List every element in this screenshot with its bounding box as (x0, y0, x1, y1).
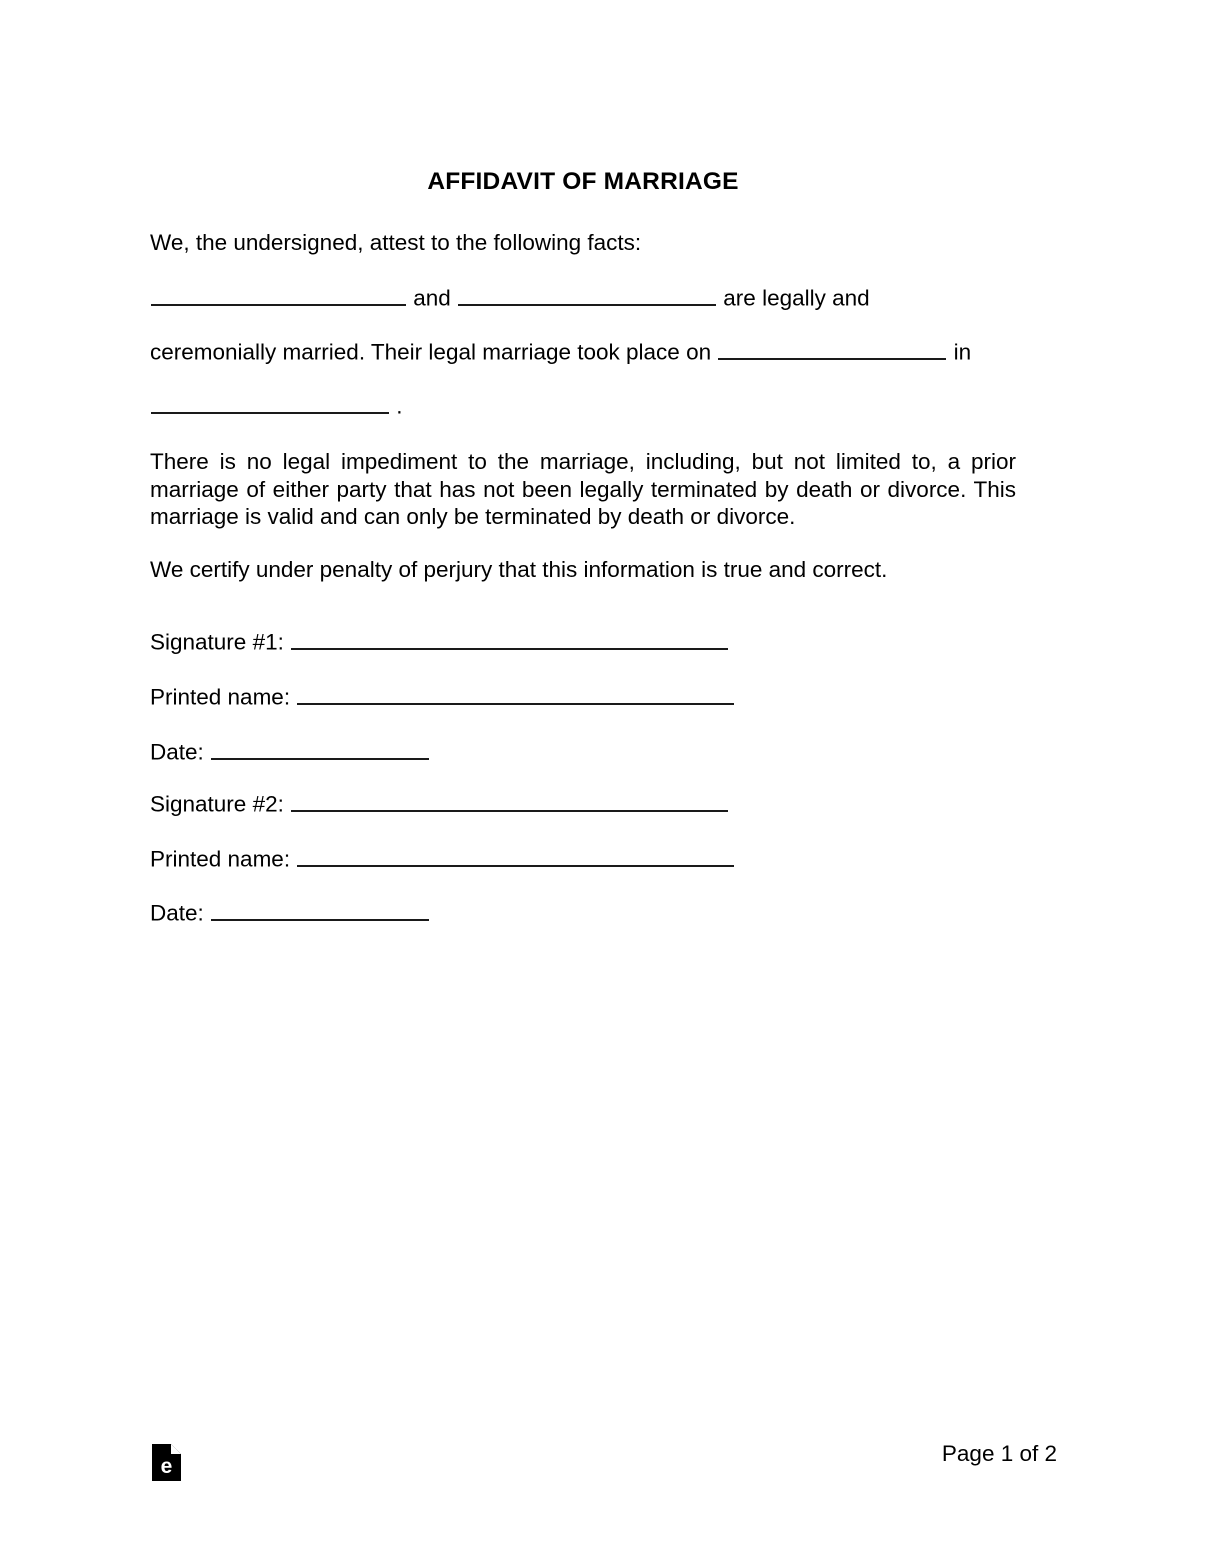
marriage-date-blank[interactable] (718, 337, 946, 360)
certification-paragraph: We certify under penalty of perjury that this information is true and correct. (150, 557, 888, 582)
marriage-date-lead-text: ceremonially married. Their legal marriage took place on (150, 339, 718, 365)
marriage-date-trailing-text: in (947, 339, 972, 365)
eforms-logo-icon[interactable] (152, 1444, 181, 1481)
date-1-label: Date: (150, 739, 211, 765)
fill-line-marriage-location (150, 391, 1016, 420)
printed-name-2-blank[interactable] (297, 844, 734, 867)
parties-conjunction: and (407, 285, 458, 311)
party-2-blank[interactable] (458, 283, 716, 306)
signature-2-blank[interactable] (291, 789, 728, 812)
fill-line-marriage-date (150, 337, 1016, 366)
signature-1-row (150, 627, 729, 656)
signature-1-blank[interactable] (291, 627, 728, 650)
fill-line-parties (150, 283, 1016, 312)
date-2-blank[interactable] (211, 898, 429, 921)
date-2-label: Date: (150, 900, 211, 926)
page-title: AFFIDAVIT OF MARRIAGE (427, 168, 739, 195)
body-paragraph: There is no legal impediment to the marriage, including, but not limited to, a prior marriage of either party that has not been legally terminated by death or divorce. This marriage is valid and can only be terminated by death or divorce. (150, 449, 1016, 529)
signature-1-label: Signature #1: (150, 629, 291, 655)
printed-name-2-label: Printed name: (150, 846, 297, 872)
date-2-row (150, 898, 430, 927)
intro-paragraph: We, the undersigned, attest to the following facts: (150, 230, 642, 255)
marriage-location-blank[interactable] (151, 391, 389, 414)
printed-name-1-label: Printed name: (150, 684, 297, 710)
printed-name-1-row (150, 682, 735, 711)
marriage-location-period: . (390, 393, 403, 419)
page-indicator: Page 1 of 2 (941, 1441, 1057, 1466)
eforms-logo-letter: e (160, 1455, 173, 1478)
printed-name-2-row (150, 844, 735, 873)
party-1-blank[interactable] (151, 283, 406, 306)
printed-name-1-blank[interactable] (297, 682, 734, 705)
date-1-row (150, 737, 430, 766)
signature-2-label: Signature #2: (150, 791, 291, 817)
date-1-blank[interactable] (211, 737, 429, 760)
parties-trailing-text: are legally and (717, 285, 870, 311)
signature-2-row (150, 789, 729, 818)
